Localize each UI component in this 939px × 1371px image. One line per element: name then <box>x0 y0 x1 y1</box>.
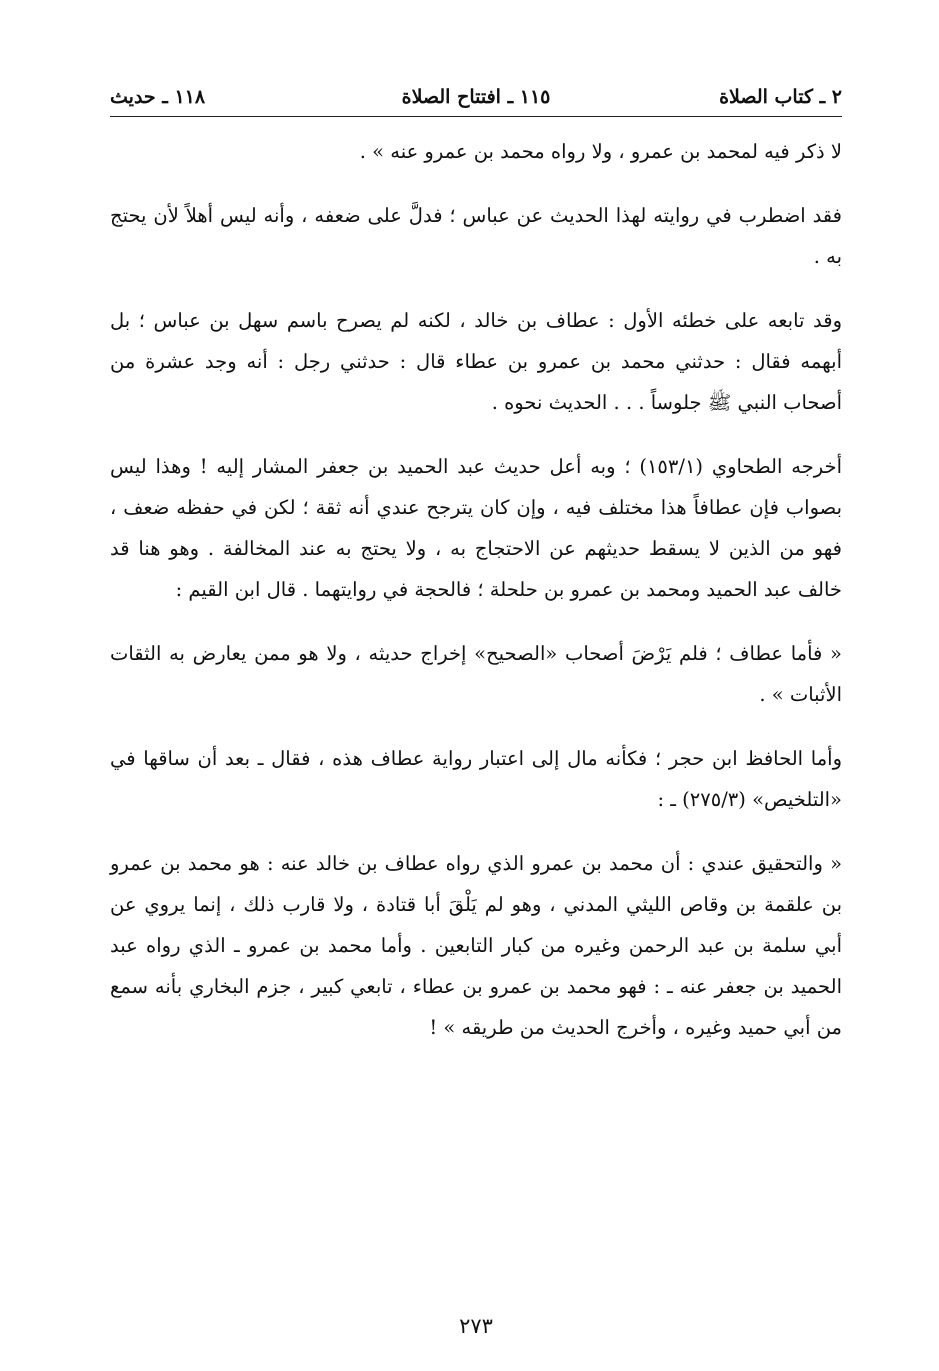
body-text <box>110 131 842 1048</box>
page-number: ٢٧٣ <box>459 1314 493 1338</box>
book-page <box>110 82 842 1352</box>
book-title: ٢ ـ كتاب الصلاة <box>719 86 842 108</box>
chapter-title: ١١٥ ـ افتتاح الصلاة <box>401 86 551 108</box>
paragraph: وقد تابعه على خطئه الأول : عطاف بن خالد ، لكنه لم يصرح باسم سهل بن عباس ؛ بل أبهمه فقال : حدثني محمد بن عمرو بن عطاء قال : حدثني رجل : أنه وجد عشرة من أصحاب النبي ﷺ جلوساً . . . الحديث نحوه . <box>110 309 842 414</box>
running-head <box>110 82 842 116</box>
paragraph: وأما الحافظ ابن حجر ؛ فكأنه مال إلى اعتبار رواية عطاف هذه ، فقال ـ بعد أن ساقها في «التلخيص» (٢٧٥/٣) ـ : <box>110 747 842 811</box>
paragraph: فقد اضطرب في روايته لهذا الحديث عن عباس ؛ فدلَّ على ضعفه ، وأنه ليس أهلاً لأن يحتج به . <box>110 204 842 268</box>
paragraph: أخرجه الطحاوي (١٥٣/١) ؛ وبه أعل حديث عبد الحميد بن جعفر المشار إليه ! وهذا ليس بصواب فإن عطافاً هذا مختلف فيه ، وإن كان يترجح عندي أنه ثقة ؛ لكن في حفظه ضعف ، فهو من الذين لا يسقط حديثهم عن الاحتجاج به ، ولا يحتج به عند المخالفة . وهو هنا قد خالف عبد الحميد ومحمد بن عمرو بن حلحلة ؛ فالحجة في روايتهما . قال ابن القيم : <box>110 455 842 601</box>
paragraph: لا ذكر فيه لمحمد بن عمرو ، ولا رواه محمد بن عمرو عنه » . <box>359 140 842 163</box>
paragraph: « والتحقيق عندي : أن محمد بن عمرو الذي رواه عطاف بن خالد عنه : هو محمد بن عمرو بن علقمة بن وقاص الليثي المدني ، وهو لم يَلْقَ أبا قتادة ، ولا قارب ذلك ، إنما يروي عن أبي سلمة بن عبد الرحمن وغيره من كبار التابعين . وأما محمد بن عمرو ـ الذي رواه عبد الحميد بن جعفر عنه ـ : فهو محمد بن عمرو بن عطاء ، تابعي كبير ، جزم البخاري بأنه سمع من أبي حميد وغيره ، وأخرج الحديث من طريقه » ! <box>110 852 843 1039</box>
header-rule <box>110 116 842 117</box>
hadith-number: ١١٨ ـ حديث <box>110 86 206 108</box>
paragraph: « فأما عطاف ؛ فلم يَرْضَ أصحاب «الصحيح» إخراج حديثه ، ولا هو ممن يعارض به الثقات الأثبات » . <box>110 642 842 706</box>
